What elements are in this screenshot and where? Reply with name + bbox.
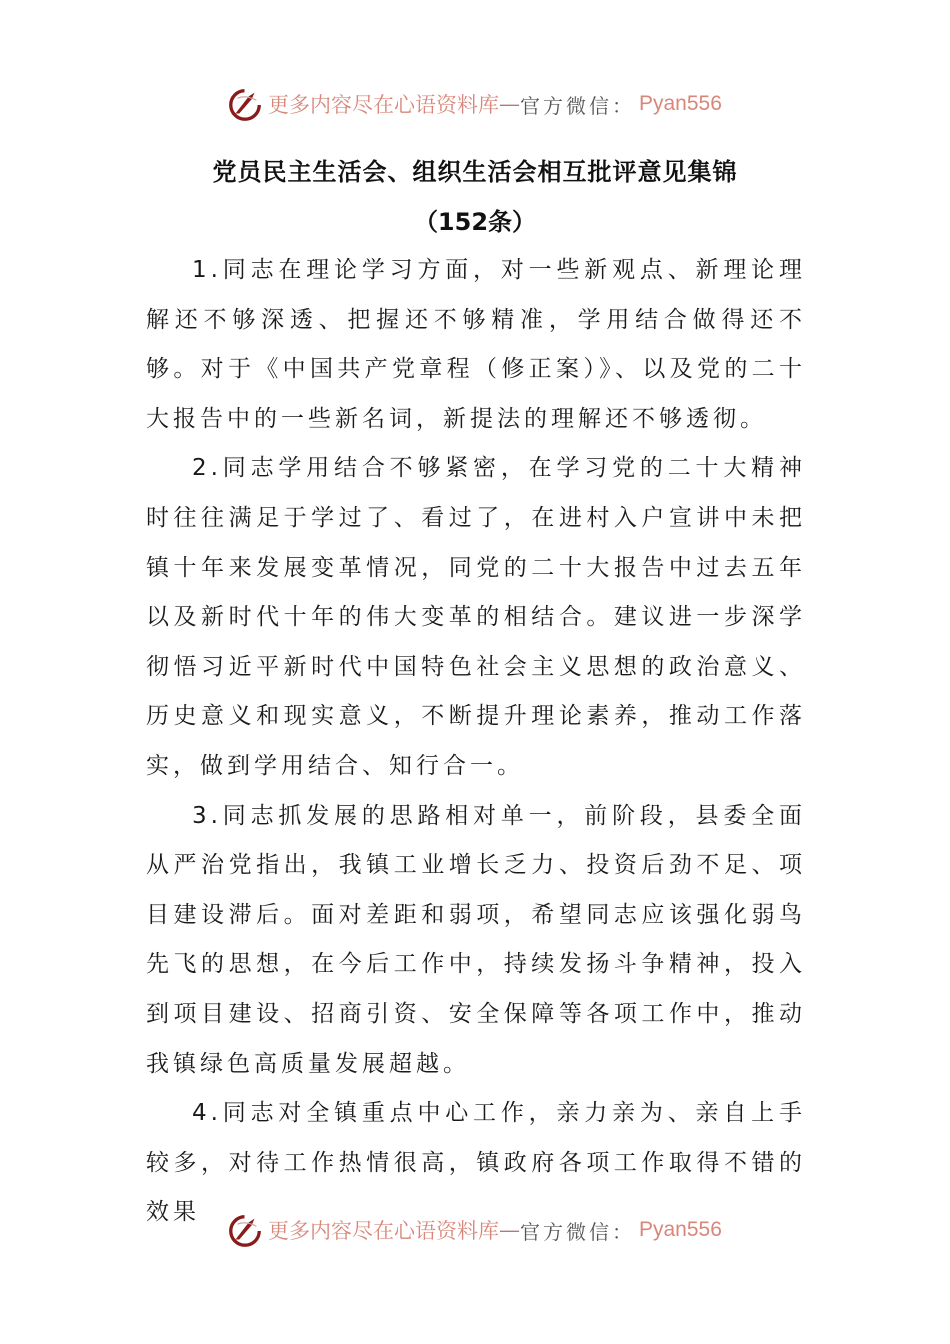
paragraph-4: 4.同志对全镇重点中心工作，亲力亲为、亲自上手较多，对待工作热情很高，镇政府各项工作取得不错的效果 [146,1100,806,1226]
paragraph-3: 3.同志抓发展的思路相对单一，前阶段，县委全面从严治党指出，我镇工业增长乏力、投资后劲不足、项目建设滞后。面对差距和弱项，希望同志应该强化弱鸟先飞的思想，在今后工作中，持续发扬斗争精神，投入到项目建设、招商引资、安全保障等各项工作中，推动我镇绿色高质量发展超越。 [146,802,806,1077]
footer-watermark [226,1208,722,1252]
quill-pen-logo-icon [226,85,264,123]
watermark-wechat-id: Pyan556 [639,1218,722,1241]
watermark-wechat-id: Pyan556 [639,92,722,115]
watermark-main-text: 更多内容尽在心语资料库 [268,93,499,117]
watermark-dash: — [499,1218,520,1242]
watermark-main-text: 更多内容尽在心语资料库 [268,1219,499,1243]
paragraph-2: 2.同志学用结合不够紧密，在学习党的二十大精神时往往满足于学过了、看过了，在进村入户宣讲中未把镇十年来发展变革情况，同党的二十大报告中过去五年以及新时代十年的伟大变革的相结合。建议进一步深学彻悟习近平新时代中国特色社会主义思想的政治意义、历史意义和现实意义，不断提升理论素养，推动工作落实，做到学用结合、知行合一。 [146,455,806,779]
watermark-dash: — [499,92,520,116]
header-watermark [226,82,722,126]
quill-pen-logo-icon [226,1211,264,1249]
watermark-label: 官方微信： [520,93,635,118]
document-title: 党员民主生活会、组织生活会相互批评意见集锦 [212,158,738,186]
watermark-label: 官方微信： [520,1219,635,1244]
document-body [146,246,806,1238]
document-subtitle: （152条） [413,208,537,236]
paragraph-1: 1.同志在理论学习方面，对一些新观点、新理论理解还不够深透、把握还不够精准，学用结合做得还不够。对于《中国共产党章程（修正案）》、以及党的二十大报告中的一些新名词，新提法的理解还不够透彻。 [146,257,806,432]
